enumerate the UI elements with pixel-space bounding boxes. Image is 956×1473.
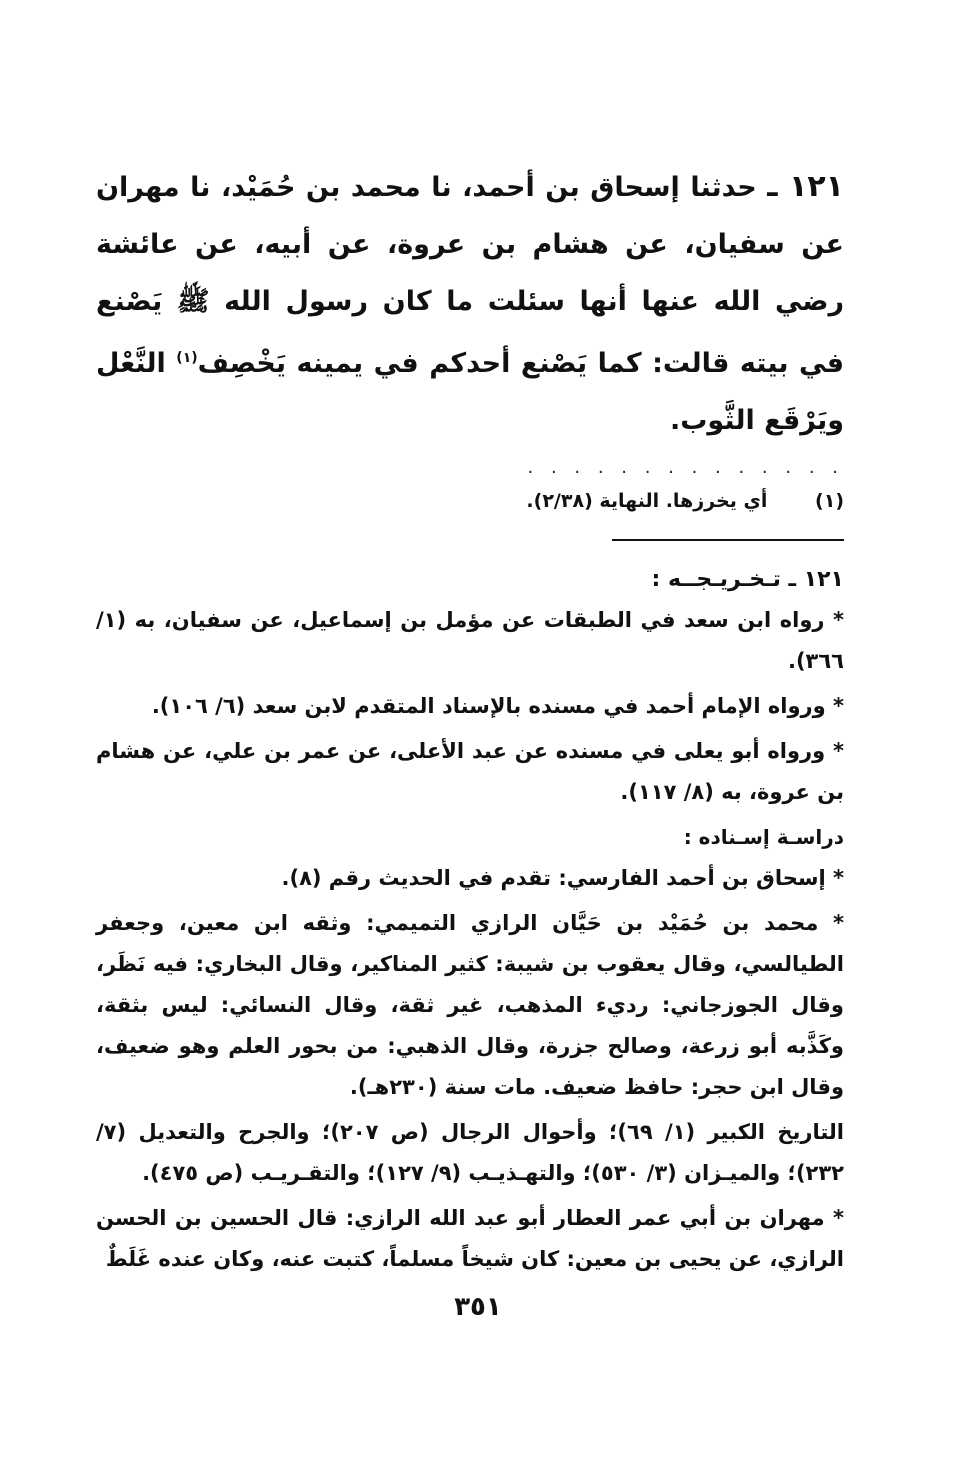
hadith-text-end: النَّعْل ويَرْقَع الثَّوب. [96,348,844,436]
footnote [96,485,844,517]
footnote-text: أي يخرزها. النهاية (٢/٣٨). [526,490,768,512]
hadith-number: ١٢١ ـ [767,169,844,204]
isnad-item: التاريخ الكبير (١/ ٦٩)؛ وأحوال الرجال (ص ٢٠٧)؛ والجرح والتعديل (٧/ ٢٣٢)؛ والميـزان (٣/ ٥٣٠)؛ والتهـذيـب (٩/ ١٢٧)؛ والتقـريـب (ص ٤٧٥). [96,1120,844,1185]
hadith-text: حدثنا إسحاق بن أحمد، نا محمد بن حُمَيْد، نا مهران عن سفيان، عن هشام بن عروة، عن أبيه، عن عائشة رضي الله عنها أنها سئلت ما كان رسول الله ﷺ يَصْنع في بيته قالت: كما يَصْنع أحدكم في يمينه يَخْصِف [96,172,844,379]
takhrij-item: * ورواه أبو يعلى في مسنده عن عبد الأعلى، عن عمر بن علي، عن هشام بن عروة، به (٨/ ١١٧). [96,739,844,804]
isnad-item: * إسحاق بن أحمد الفارسي: تقدم في الحديث رقم (٨). [281,866,844,890]
page-body [96,158,844,1284]
hadith-paragraph [96,158,844,449]
takhrij-item: * ورواه الإمام أحمد في مسنده بالإسناد المتقدم لابن سعد (٦/ ١٠٦). [151,694,844,718]
takhrij-section [96,559,844,1280]
footnote-reference: (١) [176,350,198,366]
section-separator [612,539,844,541]
isnad-item: * محمد بن حُمَيْد بن حَيَّان الرازي التميمي: وثقه ابن معين، وجعفر الطيالسي، وقال يعقوب بن شيبة: كثير المناكير، وقال البخاري: فيه نَظَر، وقال الجوزجاني: رديء المذهب، غير ثقة، وقال النسائي: ليس بثقة، وكَذَّبه أبو زرعة، وصالح جزرة، وقال الذهبي: من بحور العلم وهو ضعيف، وقال ابن حجر: حافظ ضعيف. مات سنة (٢٣٠هـ). [96,911,844,1099]
takhrij-heading: ١٢١ ـ تـخـريـجــه : [651,567,844,592]
footnote-mark: (١) [815,490,844,512]
takhrij-item: * رواه ابن سعد في الطبقات عن مؤمل بن إسماعيل، عن سفيان، به (١/ ٣٦٦). [96,608,844,673]
isnad-item: * مهران بن أبي عمر العطار أبو عبد الله الرازي: قال الحسين بن الحسن الرازي، عن يحيى بن معين: كان شيخاً مسلماً، كتبت عنه، وكان عنده غَلَطٌ [96,1206,844,1271]
dotted-divider: . . . . . . . . . . . . . . [527,457,844,477]
page-number: ٣٥١ [454,1292,502,1322]
isnad-heading: دراسـة إسـناده : [683,825,844,849]
